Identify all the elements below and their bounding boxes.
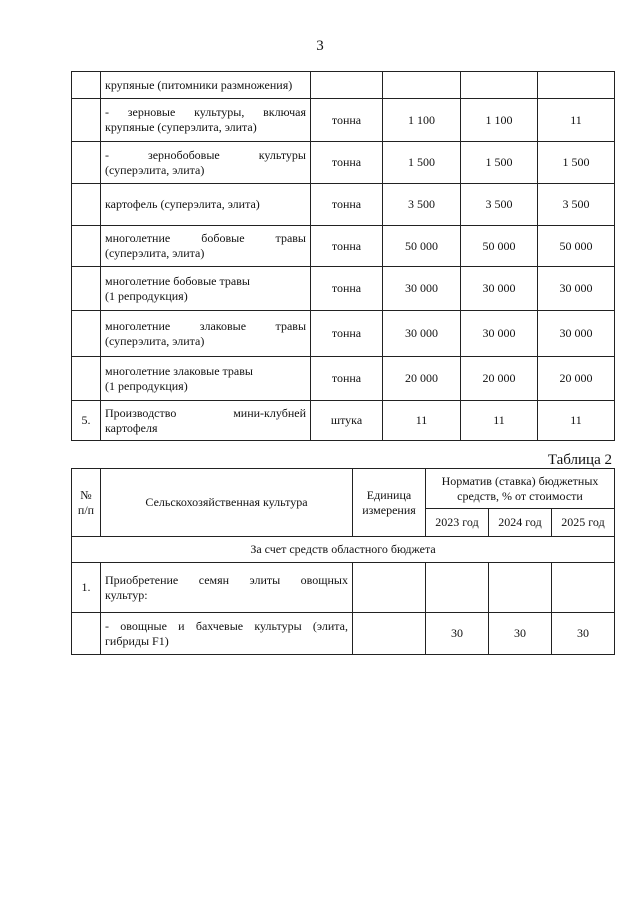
crop-name: крупяные (питомники размножения) xyxy=(101,72,311,99)
header-number: № п/п xyxy=(72,469,101,537)
value-2024: 30 xyxy=(489,613,552,655)
row-number xyxy=(72,267,101,311)
unit-cell xyxy=(353,563,426,613)
table-row xyxy=(72,563,615,613)
table-row xyxy=(72,99,615,142)
value-2025 xyxy=(552,563,615,613)
table-row xyxy=(72,226,615,267)
unit-cell: тонна xyxy=(311,184,383,226)
page-number: 3 xyxy=(316,38,324,54)
value-2025: 30 xyxy=(552,613,615,655)
value-2023: 30 xyxy=(426,613,489,655)
value-2024 xyxy=(489,563,552,613)
crop-name: многолетние бобовые травы (1 репродукция) xyxy=(101,267,311,311)
unit-cell: тонна xyxy=(311,99,383,142)
value-2024: 1 500 xyxy=(461,142,538,184)
seed-norms-table-continued xyxy=(71,71,615,441)
value-2023: 11 xyxy=(383,401,461,441)
value-2024: 50 000 xyxy=(461,226,538,267)
value-2024: 30 000 xyxy=(461,267,538,311)
crop-name: - овощные и бахчевые культуры (элита, гибриды F1) xyxy=(101,613,353,655)
value-2023: 3 500 xyxy=(383,184,461,226)
value-2025: 11 xyxy=(538,401,615,441)
unit-cell: тонна xyxy=(311,226,383,267)
row-number xyxy=(72,99,101,142)
crop-name: Приобретение семян элиты овощных культур: xyxy=(101,563,353,613)
row-number xyxy=(72,311,101,357)
value-2024: 20 000 xyxy=(461,357,538,401)
unit-cell: штука xyxy=(311,401,383,441)
table-row xyxy=(72,613,615,655)
crop-name: - зерновые культуры, включая крупяные (суперэлита, элита) xyxy=(101,99,311,142)
unit-cell: тонна xyxy=(311,142,383,184)
value-2023: 20 000 xyxy=(383,357,461,401)
header-norm: Норматив (ставка) бюджетных средств, % от стоимости xyxy=(426,469,615,509)
header-crop: Сельскохозяйственная культура xyxy=(101,469,353,537)
value-2024: 3 500 xyxy=(461,184,538,226)
row-number xyxy=(72,184,101,226)
value-2025: 11 xyxy=(538,99,615,142)
value-2025: 30 000 xyxy=(538,311,615,357)
value-2023 xyxy=(426,563,489,613)
value-2025: 3 500 xyxy=(538,184,615,226)
header-year-2025: 2025 год xyxy=(552,509,615,537)
row-number xyxy=(72,357,101,401)
header-year-2024: 2024 год xyxy=(489,509,552,537)
table-row xyxy=(72,311,615,357)
crop-name: картофель (суперэлита, элита) xyxy=(101,184,311,226)
value-2024: 11 xyxy=(461,401,538,441)
value-2023: 50 000 xyxy=(383,226,461,267)
row-number: 5. xyxy=(72,401,101,441)
unit-cell xyxy=(311,72,383,99)
budget-norms-table xyxy=(71,468,615,655)
table-row xyxy=(72,184,615,226)
row-number xyxy=(72,142,101,184)
value-2025: 20 000 xyxy=(538,357,615,401)
crop-name: многолетние злаковые травы (1 репродукция) xyxy=(101,357,311,401)
section-row xyxy=(72,537,615,563)
row-number xyxy=(72,613,101,655)
table-row xyxy=(72,401,615,441)
unit-cell: тонна xyxy=(311,311,383,357)
table-row xyxy=(72,357,615,401)
unit-cell: тонна xyxy=(311,267,383,311)
crop-name: многолетние злаковые травы (суперэлита, элита) xyxy=(101,311,311,357)
row-number xyxy=(72,72,101,99)
value-2025 xyxy=(538,72,615,99)
table-row xyxy=(72,267,615,311)
unit-cell xyxy=(353,613,426,655)
crop-name: Производство мини-клубней картофеля xyxy=(101,401,311,441)
value-2025: 50 000 xyxy=(538,226,615,267)
value-2023 xyxy=(383,72,461,99)
unit-cell: тонна xyxy=(311,357,383,401)
value-2024: 1 100 xyxy=(461,99,538,142)
row-number: 1. xyxy=(72,563,101,613)
value-2023: 30 000 xyxy=(383,267,461,311)
value-2024: 30 000 xyxy=(461,311,538,357)
header-unit: Единица измерения xyxy=(353,469,426,537)
value-2023: 30 000 xyxy=(383,311,461,357)
table-caption: Таблица 2 xyxy=(547,452,612,468)
value-2023: 1 500 xyxy=(383,142,461,184)
crop-name: - зернобобовые культуры (суперэлита, элита) xyxy=(101,142,311,184)
table-row xyxy=(72,72,615,99)
value-2025: 1 500 xyxy=(538,142,615,184)
table-header-row xyxy=(72,469,615,509)
crop-name: многолетние бобовые травы (суперэлита, элита) xyxy=(101,226,311,267)
row-number xyxy=(72,226,101,267)
section-title: За счет средств областного бюджета xyxy=(72,537,615,563)
table-row xyxy=(72,142,615,184)
value-2025: 30 000 xyxy=(538,267,615,311)
header-year-2023: 2023 год xyxy=(426,509,489,537)
value-2023: 1 100 xyxy=(383,99,461,142)
value-2024 xyxy=(461,72,538,99)
